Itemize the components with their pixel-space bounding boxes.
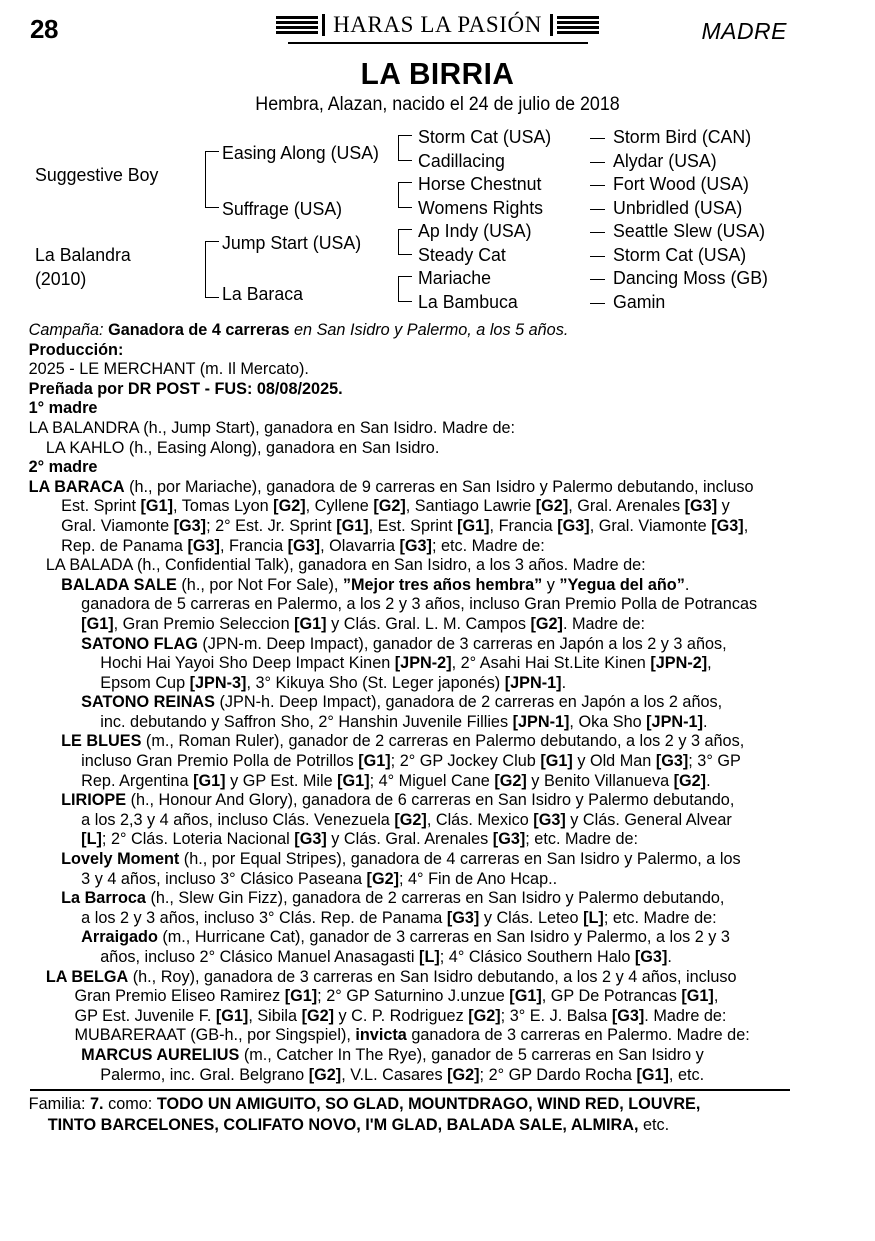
pedigree-gen3-2: Horse Chestnut [418,173,542,194]
balada-sale-line1: BALADA SALE (h., por Not For Sale), ”Mejor tres años hembra” y ”Yegua del año”. [61,574,690,594]
la-baraca-line1: LA BARACA (h., por Mariache), ganadora de 9 carreras en San Isidro y Palermo debutando, incluso [28,476,754,496]
pedigree-narrative [0,320,875,1084]
pedigree-gen2-1: Suffrage (USA) [222,198,343,219]
first-dam-line: LA BALANDRA (h., Jump Start), ganadora en San Isidro. Madre de: [28,417,516,437]
satono-flag-line2: Hochi Hai Yayoi Sho Deep Impact Kinen [JPN-2], 2° Asahi Hai St.Lite Kinen [JPN-2], [100,653,712,673]
logo-bars-right-icon [557,16,599,34]
pedigree-tree [0,126,875,318]
page-title: LA BIRRIA [360,56,515,91]
bracket-gen3-d [398,276,412,302]
pedigree-gen4-7: Gamin [613,291,666,312]
pedigree-sire: Suggestive Boy [35,164,159,185]
lovely-moment-line1: Lovely Moment (h., por Equal Stripes), ganadora de 4 carreras en San Isidro y Palermo, a los [61,849,741,869]
subject-description: Hembra, Alazan, nacido el 24 de julio de 2018 [255,94,620,115]
stud-name: HARAS LA PASIÓN [333,12,542,37]
le-blues-line3: Rep. Argentina [G1] y GP Est. Mile [G1]; 4° Miguel Cane [G2] y Benito Villanueva [G2]. [81,770,711,790]
family-section [0,1093,875,1135]
lovely-moment-line2: 3 y 4 años, incluso 3° Clásico Paseana [G2]; 4° Fin de Ano Hcap.. [81,868,558,888]
first-dam-label: 1° madre [28,398,98,418]
liriope-line1: LIRIOPE (h., Honour And Glory), ganadora de 6 carreras en San Isidro y Palermo debutando, [61,790,735,810]
pedigree-gen4-5: Storm Cat (USA) [613,244,747,265]
pedigree-dam-year: (2010) [35,268,87,289]
pedigree-gen3-4: Ap Indy (USA) [418,220,532,241]
pedigree-gen3-6: Mariache [418,267,492,288]
dash-gen4-7 [590,303,605,304]
liriope-line3: [L]; 2° Clás. Loteria Nacional [G3] y Clás. Gral. Arenales [G3]; etc. Madre de: [81,829,639,849]
pregnancy-line: Preñada por DR POST - FUS: 08/08/2025. [28,378,343,398]
page-header [0,0,875,52]
bracket-sire [205,151,219,208]
bracket-gen3-c [398,229,412,255]
pedigree-gen2-0: Easing Along (USA) [222,142,379,163]
campaign-rest: en San Isidro y Palermo, a los 5 años. [294,320,569,339]
satono-reinas-line2: inc. debutando y Saffron Sho, 2° Hanshin Juvenile Fillies [JPN-1], Oka Sho [JPN-1]. [100,711,708,731]
logo-pipe-right-icon [550,14,553,36]
logo-underline [288,42,588,44]
first-dam-offspring: LA KAHLO (h., Easing Along), ganadora en San Isidro. [45,437,440,457]
marcus-aurelius-line2: Palermo, inc. Gral. Belgrano [G2], V.L. Casares [G2]; 2° GP Dardo Rocha [G1], etc. [100,1064,705,1084]
la-baraca-line3: Gral. Viamonte [G3]; 2° Est. Jr. Sprint [G1], Est. Sprint [G1], Francia [G3], Gral. Viamonte [G3], [61,515,749,535]
la-belga-line1: LA BELGA (h., Roy), ganadora de 3 carreras en San Isidro debutando, a los 2 y 4 años, incluso [45,966,737,986]
la-belga-line2: Gran Premio Eliseo Ramirez [G1]; 2° GP Saturnino J.unzue [G1], GP De Potrancas [G1], [74,986,719,1006]
dash-gen4-6 [590,279,605,280]
pedigree-gen3-5: Steady Cat [418,244,506,265]
dash-gen4-1 [590,162,605,163]
la-barroca-line1: La Barroca (h., Slew Gin Fizz), ganadora de 2 carreras en San Isidro y Palermo debutando, [61,888,725,908]
production-entry: 2025 - LE MERCHANT (m. Il Mercato). [28,359,309,379]
pedigree-gen4-0: Storm Bird (CAN) [613,126,752,147]
pedigree-gen4-4: Seattle Slew (USA) [613,220,766,241]
pedigree-gen3-7: La Bambuca [418,291,518,312]
family-line1: Familia: 7. como: TODO UN AMIGUITO, SO GLAD, MOUNTDRAGO, WIND RED, LOUVRE, [28,1094,701,1114]
pedigree-gen4-1: Alydar (USA) [613,150,717,171]
arraigado-line2: años, incluso 2° Clásico Manuel Anasagasti [L]; 4° Clásico Southern Halo [G3]. [100,947,672,966]
pedigree-gen4-2: Fort Wood (USA) [613,173,749,194]
section-label: MADRE [701,18,787,44]
pedigree-gen3-3: Womens Rights [418,197,544,218]
bracket-gen3-a [398,135,412,161]
campaign-line [0,320,836,340]
dash-gen4-4 [590,232,605,233]
la-baraca-line4: Rep. de Panama [G3], Francia [G3], Olavarria [G3]; etc. Madre de: [61,535,545,555]
satono-reinas-line1: SATONO REINAS (JPN-h. Deep Impact), ganadora de 2 carreras en Japón a los 2 años, [81,692,723,712]
dash-gen4-2 [590,185,605,186]
page-number: 28 [30,14,58,44]
logo-bars-left-icon [276,16,318,34]
marcus-aurelius-line1: MARCUS AURELIUS (m., Catcher In The Rye), ganador de 5 carreras en San Isidro y [81,1044,704,1064]
liriope-line2: a los 2,3 y 4 años, incluso Clás. Venezuela [G2], Clás. Mexico [G3] y Clás. General Alvear [81,809,732,829]
mubareraat-line: MUBARERAAT (GB-h., por Singspiel), invicta ganadora de 3 carreras en Palermo. Madre de: [74,1025,750,1045]
pedigree-gen3-0: Storm Cat (USA) [418,126,552,147]
satono-flag-line3: Epsom Cup [JPN-3], 3° Kikuya Sho (St. Leger japonés) [JPN-1]. [100,672,567,692]
pedigree-gen4-6: Dancing Moss (GB) [613,267,768,288]
pedigree-gen2-3: La Baraca [222,283,303,304]
pedigree-gen4-3: Unbridled (USA) [613,197,743,218]
balada-sale-line2: ganadora de 5 carreras en Palermo, a los 2 y 3 años, incluso Gran Premio Polla de Potrancas [81,594,758,614]
campaign-label: Campaña: [28,320,104,339]
logo-pipe-left-icon [322,14,325,36]
arraigado-line1: Arraigado (m., Hurricane Cat), ganador de 3 carreras en San Isidro y Palermo, a los 2 y 3 [81,927,730,947]
family-line2: TINTO BARCELONES, COLIFATO NOVO, I'M GLAD, BALADA SALE, ALMIRA, etc. [47,1115,670,1135]
dash-gen4-5 [590,256,605,257]
le-blues-line2: incluso Gran Premio Polla de Potrillos [G1]; 2° GP Jockey Club [G1] y Old Man [G3]; 3° GP [81,751,741,771]
satono-flag-line1: SATONO FLAG (JPN-m. Deep Impact), ganador de 3 carreras en Japón a los 2 y 3 años, [81,633,727,653]
footer-divider [30,1089,790,1091]
pedigree-gen3-1: Cadillacing [418,150,505,171]
la-baraca-line2: Est. Sprint [G1], Tomas Lyon [G2], Cyllene [G2], Santiago Lawrie [G2], Gral. Arenales [G3] y [61,496,730,516]
la-balada-line: LA BALADA (h., Confidential Talk), ganadora en San Isidro, a los 3 años. Madre de: [45,555,646,575]
production-label: Producción: [28,339,124,359]
bracket-gen3-b [398,182,412,208]
second-dam-label: 2° madre [28,457,98,477]
pedigree-dam: La Balandra [35,244,131,265]
campaign-bold: Ganadora de 4 carreras [108,320,290,339]
dash-gen4-0 [590,138,605,139]
pedigree-gen2-2: Jump Start (USA) [222,232,362,253]
bracket-dam [205,241,219,298]
la-barroca-line2: a los 2 y 3 años, incluso 3° Clás. Rep. de Panama [G3] y Clás. Leteo [L]; etc. Madre de: [81,907,717,927]
dash-gen4-3 [590,209,605,210]
le-blues-line1: LE BLUES (m., Roman Ruler), ganador de 2 carreras en Palermo debutando, a los 2 y 3 años, [61,731,745,751]
balada-sale-line3: [G1], Gran Premio Seleccion [G1] y Clás. Gral. L. M. Campos [G2]. Madre de: [81,613,646,633]
la-belga-line3: GP Est. Juvenile F. [G1], Sibila [G2] y C. P. Rodriguez [G2]; 3° E. J. Balsa [G3]. Madre de: [74,1005,727,1025]
